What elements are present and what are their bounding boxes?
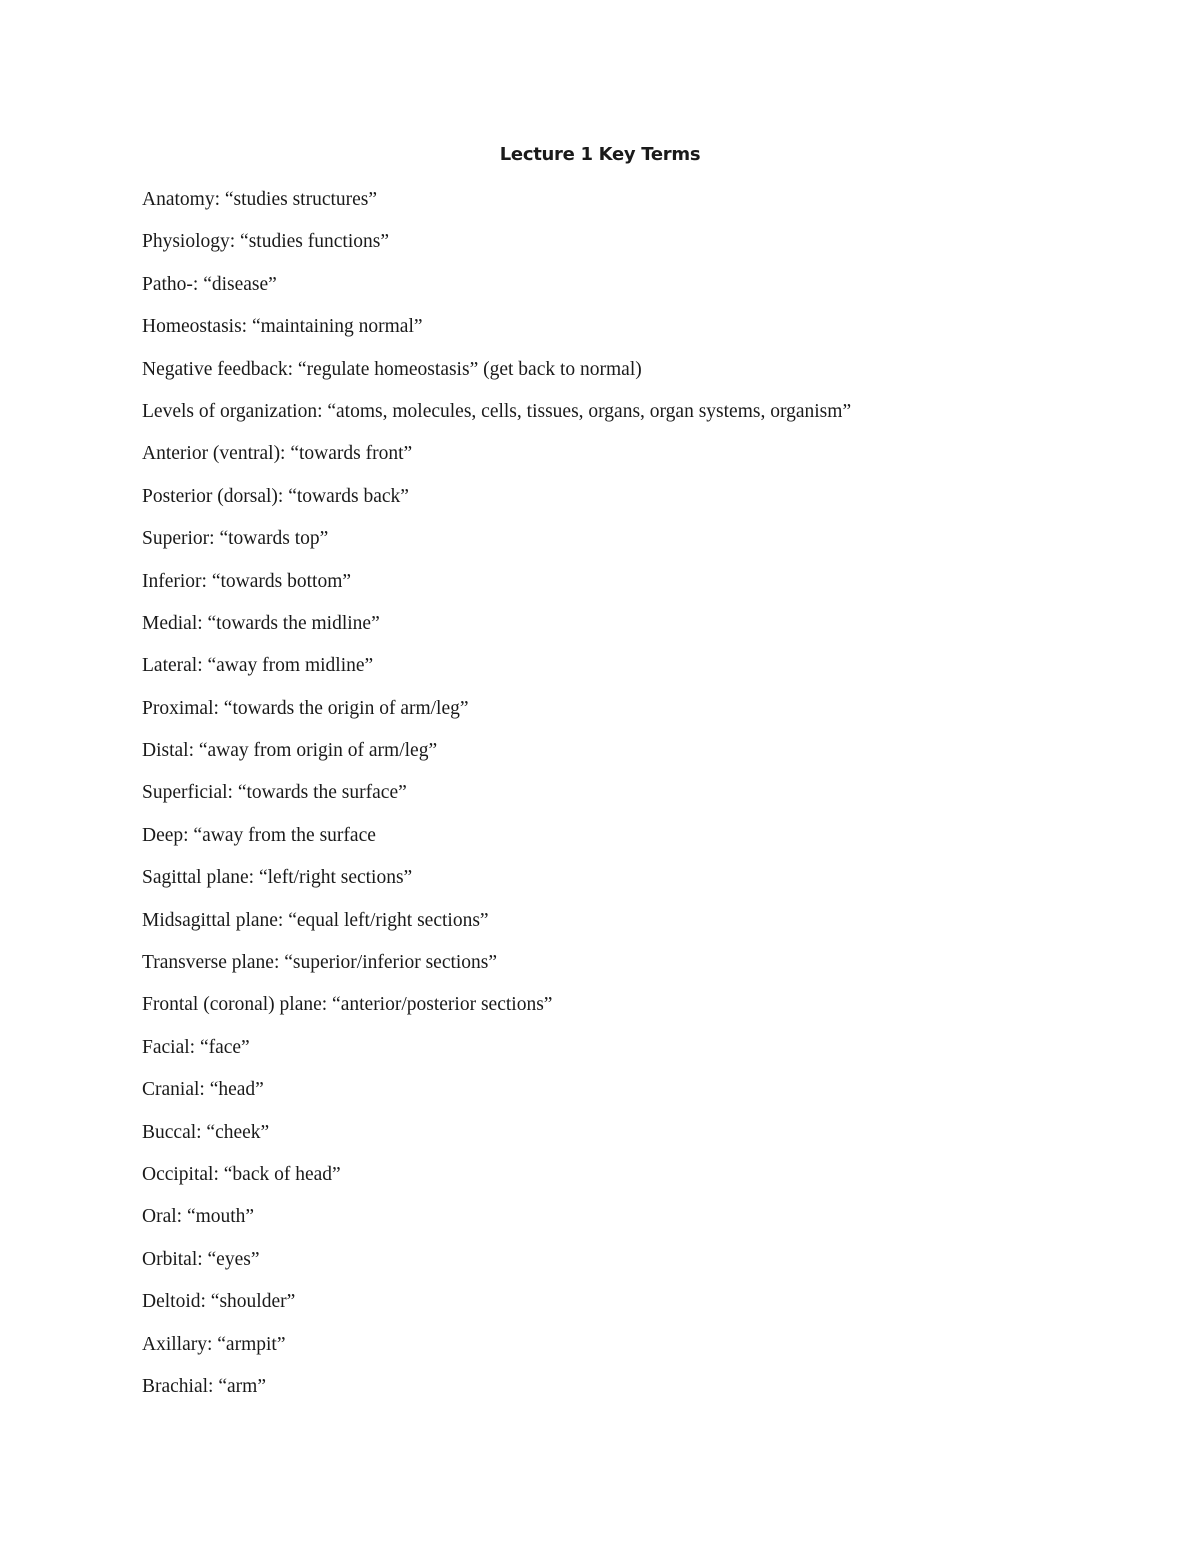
term-superior: Superior: “towards top” bbox=[142, 528, 329, 550]
term-brachial: Brachial: “arm” bbox=[142, 1375, 266, 1397]
term-anterior: Anterior (ventral): “towards front” bbox=[142, 443, 413, 465]
term-lateral: Lateral: “away from midline” bbox=[142, 655, 374, 677]
term-patho: Patho-: “disease” bbox=[142, 273, 277, 295]
term-superficial: Superficial: “towards the surface” bbox=[142, 782, 407, 804]
term-axillary: Axillary: “armpit” bbox=[142, 1333, 286, 1355]
term-deep: Deep: “away from the surface bbox=[142, 824, 376, 846]
term-inferior: Inferior: “towards bottom” bbox=[142, 570, 352, 592]
term-facial: Facial: “face” bbox=[142, 1036, 250, 1058]
term-occipital: Occipital: “back of head” bbox=[142, 1163, 341, 1185]
term-oral: Oral: “mouth” bbox=[142, 1206, 255, 1228]
term-posterior: Posterior (dorsal): “towards back” bbox=[142, 485, 409, 507]
term-homeostasis: Homeostasis: “maintaining normal” bbox=[142, 316, 423, 338]
term-sagittal-plane: Sagittal plane: “left/right sections” bbox=[142, 867, 413, 889]
term-frontal-plane: Frontal (coronal) plane: “anterior/posterior sections” bbox=[142, 994, 553, 1016]
term-anatomy: Anatomy: “studies structures” bbox=[142, 189, 378, 210]
term-levels-of-organization: Levels of organization: “atoms, molecules, cells, tissues, organs, organ systems, organism” bbox=[142, 400, 852, 422]
term-deltoid: Deltoid: “shoulder” bbox=[142, 1291, 296, 1313]
term-orbital: Orbital: “eyes” bbox=[142, 1248, 260, 1270]
key-terms-list bbox=[142, 185, 1122, 1414]
document-title: Lecture 1 Key Terms bbox=[499, 144, 701, 165]
term-midsagittal-plane: Midsagittal plane: “equal left/right sections” bbox=[142, 909, 489, 931]
term-medial: Medial: “towards the midline” bbox=[142, 612, 380, 634]
term-proximal: Proximal: “towards the origin of arm/leg” bbox=[142, 697, 469, 719]
term-transverse-plane: Transverse plane: “superior/inferior sections” bbox=[142, 952, 498, 974]
term-buccal: Buccal: “cheek” bbox=[142, 1121, 270, 1143]
term-negative-feedback: Negative feedback: “regulate homeostasis” (get back to normal) bbox=[142, 358, 642, 380]
term-distal: Distal: “away from origin of arm/leg” bbox=[142, 740, 438, 762]
term-cranial: Cranial: “head” bbox=[142, 1079, 264, 1101]
term-physiology: Physiology: “studies functions” bbox=[142, 231, 389, 253]
